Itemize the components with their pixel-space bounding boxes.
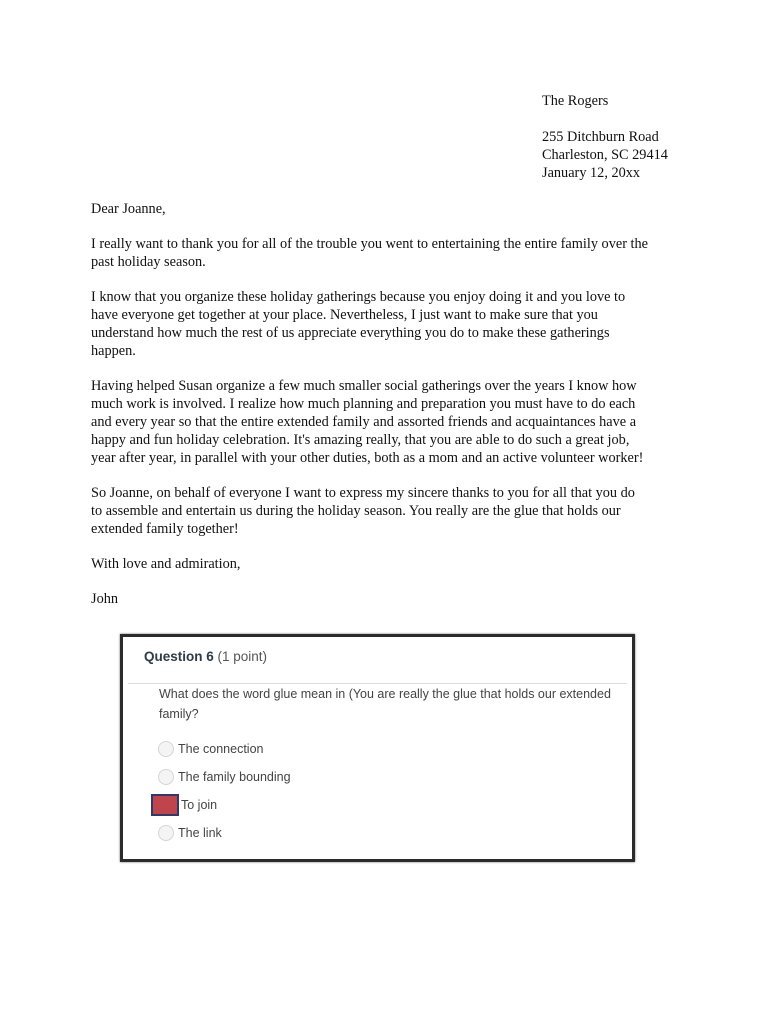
text-line: have everyone get together at your place. Nevertheless, I just want to make sure that you xyxy=(91,307,598,323)
text-line: year after year, in parallel with your other duties, both as a mom and an active volunteer worker! xyxy=(91,450,644,466)
text-line: understand how much the rest of us appreciate everything you do to make these gatherings xyxy=(91,325,610,341)
salutation: Dear Joanne, xyxy=(91,201,166,217)
sender-address-block xyxy=(542,92,752,182)
question-prompt xyxy=(159,684,619,724)
paragraph-1 xyxy=(91,235,691,271)
quiz-question-card xyxy=(120,634,635,862)
sender-name: The Rogers xyxy=(542,93,609,109)
text-line: much work is involved. I realize how much planning and preparation you must have to do each xyxy=(91,396,636,412)
text-line: happy and fun holiday celebration. It's amazing really, that you are able to do such a great job, xyxy=(91,432,630,448)
answer-option-the-family-bounding[interactable] xyxy=(151,766,291,788)
text-line: past holiday season. xyxy=(91,254,206,270)
answer-option-the-link[interactable] xyxy=(151,822,222,844)
sender-city: Charleston, SC 29414 xyxy=(542,147,668,163)
question-number: Question 6 xyxy=(144,649,214,664)
text-line: So Joanne, on behalf of everyone I want to express my sincere thanks to you for all that you do xyxy=(91,485,635,501)
text-line: I know that you organize these holiday gatherings because you enjoy doing it and you love to xyxy=(91,289,626,305)
paragraph-3 xyxy=(91,377,691,467)
answer-label: The family bounding xyxy=(178,770,291,784)
letter-body xyxy=(91,200,691,608)
text-line: happen. xyxy=(91,343,136,359)
radio-button[interactable] xyxy=(158,825,174,841)
signature: John xyxy=(91,591,119,607)
text-line: and every year so that the entire extended family and assorted friends and acquaintances have a xyxy=(91,414,637,430)
closing: With love and admiration, xyxy=(91,556,241,572)
letter-date: January 12, 20xx xyxy=(542,165,641,181)
text-line: Having helped Susan organize a few much smaller social gatherings over the years I know how xyxy=(91,378,637,394)
prompt-line: What does the word glue mean in (You are really the glue that holds our extended xyxy=(159,687,611,701)
paragraph-2 xyxy=(91,288,691,360)
answer-option-the-connection[interactable] xyxy=(151,738,263,760)
question-title xyxy=(144,649,267,664)
radio-button-selected[interactable] xyxy=(151,794,179,816)
answer-option-to-join[interactable] xyxy=(151,794,217,816)
answer-label: To join xyxy=(181,798,218,812)
radio-button[interactable] xyxy=(158,741,174,757)
radio-button[interactable] xyxy=(158,769,174,785)
answer-label: The connection xyxy=(178,742,264,756)
sender-street: 255 Ditchburn Road xyxy=(542,129,659,145)
question-points: (1 point) xyxy=(217,649,268,664)
prompt-line: family? xyxy=(159,707,199,721)
text-line: extended family together! xyxy=(91,521,239,537)
text-line: to assemble and entertain us during the holiday season. You really are the glue that holds our xyxy=(91,503,621,519)
answer-label: The link xyxy=(178,826,222,840)
text-line: I really want to thank you for all of the trouble you went to entertaining the entire family over the xyxy=(91,236,649,252)
paragraph-4 xyxy=(91,484,691,538)
